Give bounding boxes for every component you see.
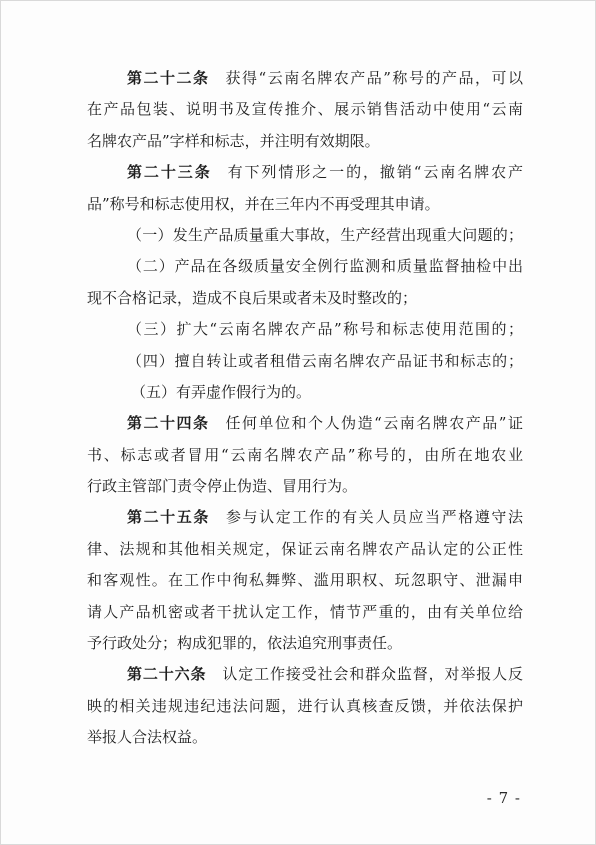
- list-item-line: 现不合格记录，造成不良后果或者未及时整改的；: [87, 288, 418, 307]
- article-heading: 第二十五条: [127, 508, 210, 527]
- article-text-line: 举报人合法权益。: [87, 728, 208, 747]
- article-first-line: [87, 502, 523, 533]
- article-text: 获得“云南名牌农产品”称号的产品，可以: [225, 69, 523, 87]
- article-26: [87, 659, 523, 753]
- article-23: [87, 157, 523, 408]
- list-item-line: （四）擅自转让或者租借云南名牌农产品证书和标志的；: [127, 351, 523, 370]
- article-text-line: 名牌农产品”字样和标志，并注明有效期限。: [87, 131, 380, 150]
- article-25: [87, 502, 523, 659]
- article-text-line: 请人产品机密或者干扰认定工作，情节严重的，由有关单位给: [87, 602, 523, 621]
- article-text-line: 和客观性。在工作中徇私舞弊、滥用职权、玩忽职守、泄漏申: [87, 571, 523, 590]
- list-item-line: （一）发生产品质量重大事故，生产经营出现重大问题的；: [127, 225, 523, 244]
- article-text: 有下列情形之一的，撤销“云南名牌农产: [227, 163, 523, 182]
- list-item-line: （三）扩大“云南名牌农产品”称号和标志使用范围的；: [127, 320, 523, 339]
- article-text-line: 书、标志或者冒用“云南名牌农产品”称号的，由所在地农业: [87, 445, 523, 464]
- article-first-line: [87, 659, 523, 690]
- article-text-line: 予行政处分；构成犯罪的，依法追究刑事责任。: [87, 634, 403, 653]
- article-text: 认定工作接受社会和群众监督，对举报人反: [222, 665, 523, 684]
- article-text: 参与认定工作的有关人员应当严格遵守法: [225, 508, 523, 527]
- article-text-line: 映的相关违规违纪违法问题，进行认真核查反馈，并依法保护: [87, 696, 523, 715]
- article-22: [87, 63, 523, 157]
- page-number: - 7 -: [486, 789, 521, 807]
- article-text-line: 品”称号和标志使用权，并在三年内不再受理其申请。: [87, 194, 440, 213]
- article-heading: 第二十四条: [127, 414, 210, 433]
- article-text-line: 行政主管部门责令停止伪造、冒用行为。: [87, 477, 358, 496]
- article-heading: 第二十二条: [127, 69, 210, 87]
- article-heading: 第二十三条: [127, 163, 212, 182]
- article-text-line: 律、法规和其他相关规定，保证云南名牌农产品认定的公正性: [87, 539, 523, 558]
- article-heading: 第二十六条: [127, 665, 207, 684]
- article-24: [87, 408, 523, 502]
- article-first-line: [87, 408, 523, 439]
- list-item-line: （五）有弄虚作假行为的。: [131, 382, 312, 401]
- article-first-line: [87, 63, 523, 94]
- article-text: 任何单位和个人伪造“云南名牌农产品”证: [225, 414, 523, 433]
- document-body: [87, 63, 523, 754]
- article-text-line: 在产品包装、说明书及宣传推介、展示销售活动中使用“云南: [87, 100, 523, 119]
- list-item-line: （二）产品在各级质量安全例行监测和质量监督抽检中出: [127, 257, 523, 276]
- article-first-line: [87, 157, 523, 188]
